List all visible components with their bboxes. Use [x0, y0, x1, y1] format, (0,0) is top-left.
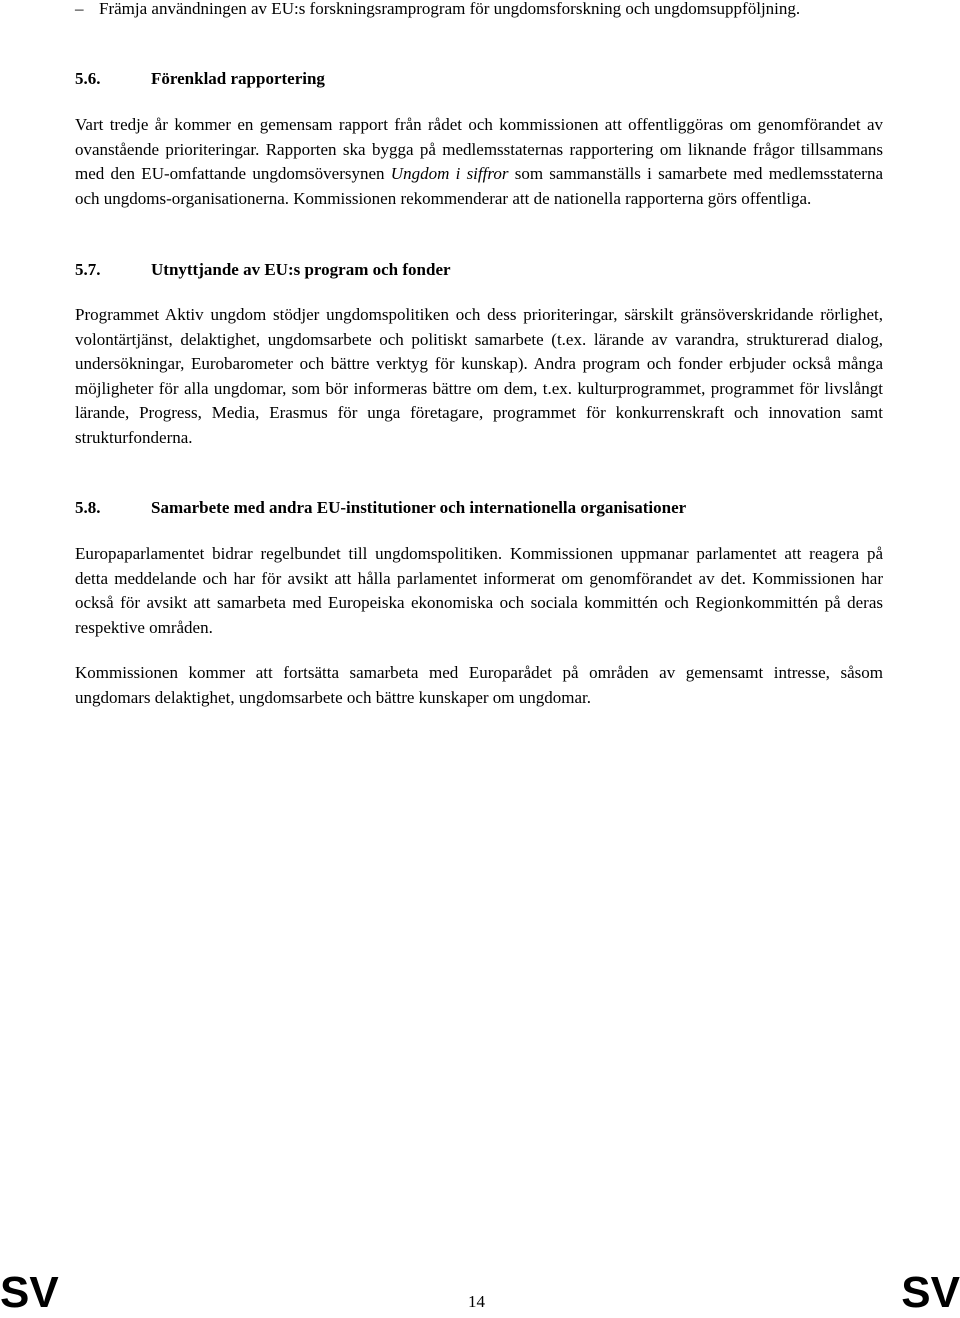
bullet-text: Främja användningen av EU:s forskningsramprogram för ungdomsforskning och ungdomsuppföljning. — [99, 0, 801, 18]
section-title: Utnyttjande av EU:s program och fonder — [151, 260, 451, 279]
heading-5-8 — [75, 496, 686, 520]
section-title: Samarbete med andra EU-institutioner och internationella organisationer — [151, 498, 687, 517]
paragraph-5-7: Programmet Aktiv ungdom stödjer ungdomspolitiken och dess prioriteringar, särskilt gränsöverskridande rörlighet, volontärtjänst, delaktighet, ungdomsarbete och politiskt samarbete (t.ex. lärande av varandra, strukturerad dialog, undersökningar, Eurobarometer och bättre verktyg för kunskap). Andra program och fonder erbjuder också många möjligheter för alla ungdomar, som bör informeras bättre om dem, t.ex. kulturprogrammet, programmet för livslångt lärande, Progress, Media, Erasmus för unga företagare, programmet för konkurrenskraft och innovation samt strukturfonderna. — [75, 305, 883, 447]
bullet-item — [75, 0, 883, 22]
footer-language-left: SV — [0, 1268, 59, 1317]
heading-5-7 — [75, 258, 451, 282]
paragraph-5-8-a: Europaparlamentet bidrar regelbundet till ungdomspolitiken. Kommissionen uppmanar parlamentet att reagera på detta meddelande och har för avsikt att hålla parlamentet informerat om genomförandet av det. Kommissionen har också för avsikt att samarbeta med Europeiska ekonomiska och sociala kommittén och Regionkommittén på deras respektive områden. — [75, 544, 883, 637]
section-number: 5.6. — [75, 69, 101, 88]
section-number: 5.7. — [75, 260, 101, 279]
paragraph-5-6 — [75, 113, 883, 211]
section-title: Förenklad rapportering — [151, 69, 325, 88]
footer-language-right: SV — [901, 1268, 960, 1317]
para-text: Vart tredje år kommer en gemensam rapport från rådet och kommissionen att offentliggöras om genomförandet av ovanstående prioriteringar. Rapporten ska bygga på medlemsstaternas rapportering om liknande frågor tillsammans med den EU-omfattande ungdomsöversynen — [75, 115, 883, 183]
italic-publication-title: Ungdom i siffror — [390, 164, 509, 183]
para-text-end: som sammanställs i samarbete med medlemsstaterna och ungdoms-organisationerna. Kommissionen rekommenderar att de nationella rapporterna görs offentliga. — [75, 164, 883, 208]
heading-5-6 — [75, 67, 325, 91]
paragraph-5-8-b: Kommissionen kommer att fortsätta samarbeta med Europarådet på områden av gemensamt intresse, såsom ungdomars delaktighet, ungdomsarbete och bättre kunskaper om ungdomar. — [75, 663, 883, 707]
page-number: 14 — [468, 1292, 485, 1311]
bullet-dash: – — [75, 0, 84, 18]
section-number: 5.8. — [75, 498, 101, 517]
